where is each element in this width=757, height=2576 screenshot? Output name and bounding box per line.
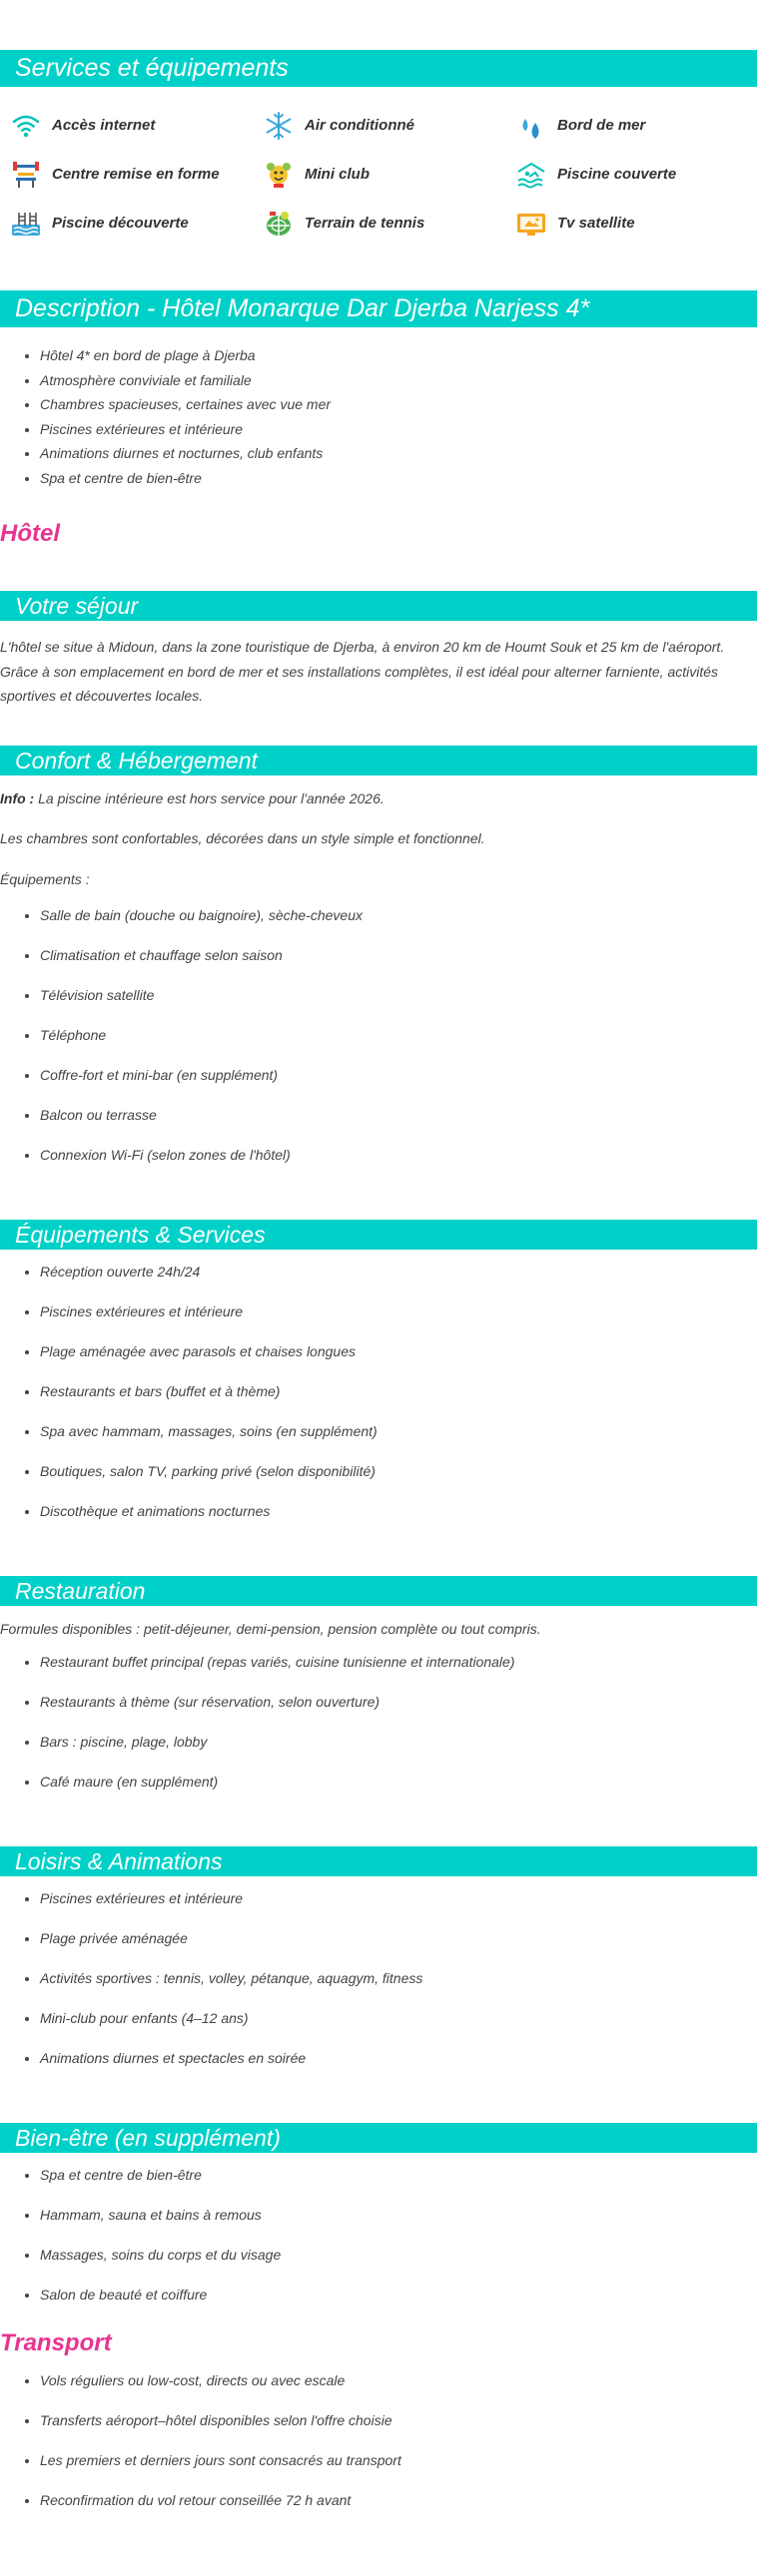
list-item: • Activités sportives : tennis, volley, pétanque, aquagym, fitness (40, 1958, 757, 1998)
restauration-list (0, 1642, 757, 1802)
restauration-title: Restauration (0, 1576, 757, 1606)
list-item: • Reconfirmation du vol retour conseillée 72 h avant (40, 2480, 757, 2520)
amenity-item (10, 150, 263, 199)
list-item: • Spa et centre de bien-être (40, 2155, 757, 2195)
amenity-item (515, 150, 757, 199)
amenity-label: Tv satellite (557, 215, 635, 232)
amenity-item (515, 101, 757, 150)
amenities-grid (0, 101, 757, 248)
list-item: • Bars : piscine, plage, lobby (40, 1722, 757, 1762)
list-item: • Vols réguliers ou low-cost, directs ou avec escale (40, 2360, 757, 2400)
transport-list (0, 2360, 757, 2520)
amenity-label: Mini club (305, 166, 370, 183)
sejour-title: Votre séjour (0, 591, 757, 621)
list-item: • Piscines extérieures et intérieure (40, 417, 757, 442)
list-item: • Animations diurnes et spectacles en soirée (40, 2038, 757, 2078)
confort-title: Confort & Hébergement (0, 746, 757, 775)
list-item: • Piscines extérieures et intérieure (40, 1291, 757, 1331)
list-item: • Réception ouverte 24h/24 (40, 1252, 757, 1291)
amenity-label: Centre remise en forme (52, 166, 220, 183)
amenity-label: Bord de mer (557, 117, 646, 134)
description-title: Description - Hôtel Monarque Dar Djerba Narjess 4* (0, 290, 757, 327)
tennis-icon (263, 208, 295, 240)
snowflake-icon (263, 110, 295, 142)
list-item: • Boutiques, salon TV, parking privé (selon disponibilité) (40, 1451, 757, 1491)
list-item: • Discothèque et animations nocturnes (40, 1491, 757, 1531)
list-item: • Climatisation et chauffage selon saison (40, 935, 757, 975)
amenity-label: Piscine couverte (557, 166, 677, 183)
list-item: • Café maure (en supplément) (40, 1762, 757, 1802)
list-item: • Plage aménagée avec parasols et chaises longues (40, 1331, 757, 1371)
list-item: • Salle de bain (douche ou baignoire), sèche-cheveux (40, 895, 757, 935)
amenity-item (263, 101, 515, 150)
water-drops-icon (515, 110, 547, 142)
list-item: • Téléphone (40, 1015, 757, 1055)
list-item: • Hammam, sauna et bains à remous (40, 2195, 757, 2235)
hotel-heading: Hôtel (0, 520, 60, 547)
loisirs-title: Loisirs & Animations (0, 1846, 757, 1876)
list-item: • Mini-club pour enfants (4–12 ans) (40, 1998, 757, 2038)
list-item: • Massages, soins du corps et du visage (40, 2235, 757, 2275)
info-label: Info : (0, 789, 35, 806)
description-list (0, 343, 757, 490)
list-item: • Connexion Wi-Fi (selon zones de l'hôtel) (40, 1135, 757, 1175)
list-item: • Balcon ou terrasse (40, 1095, 757, 1135)
amenity-item (515, 199, 757, 248)
list-item: • Spa avec hammam, massages, soins (en supplément) (40, 1411, 757, 1451)
amenity-item (263, 199, 515, 248)
list-item: • Plage privée aménagée (40, 1918, 757, 1958)
equipements-title: Équipements & Services (0, 1220, 757, 1250)
list-item: • Restaurants à thème (sur réservation, selon ouverture) (40, 1682, 757, 1722)
loisirs-list (0, 1878, 757, 2078)
bienetre-title: Bien-être (en supplément) (0, 2123, 757, 2153)
transport-title: Transport (0, 2328, 112, 2356)
equipements-list (0, 1252, 757, 1531)
list-item: • Spa et centre de bien-être (40, 466, 757, 491)
amenity-item (263, 150, 515, 199)
wifi-icon (10, 110, 42, 142)
list-item: • Restaurant buffet principal (repas variés, cuisine tunisienne et internationale) (40, 1642, 757, 1682)
amenity-label: Terrain de tennis (305, 215, 425, 232)
amenity-label: Piscine découverte (52, 215, 189, 232)
confort-intro: Les chambres sont confortables, décorées dans un style simple et fonctionnel. (0, 830, 485, 846)
list-item: • Coffre-fort et mini-bar (en supplément) (40, 1055, 757, 1095)
confort-equip-label: Équipements : (0, 870, 90, 887)
info-text: La piscine intérieure est hors service pour l'année 2026. (34, 789, 384, 806)
list-item: • Télévision satellite (40, 975, 757, 1015)
list-item: • Salon de beauté et coiffure (40, 2275, 757, 2315)
list-item: • Les premiers et derniers jours sont consacrés au transport (40, 2440, 757, 2480)
amenity-item (10, 101, 263, 150)
fitness-icon (10, 159, 42, 191)
list-item: • Piscines extérieures et intérieure (40, 1878, 757, 1918)
list-item: • Hôtel 4* en bord de plage à Djerba (40, 343, 757, 368)
outdoor-pool-icon (10, 208, 42, 240)
sejour-text: L'hôtel se situe à Midoun, dans la zone touristique de Djerba, à environ 20 km de Houmt Souk et 25 km de l'aéroport. Grâce à son emplacement en bord de mer et ses installations complètes, il est idéal pour alterner farniente, activités sportives et découvertes locales. (0, 639, 725, 704)
amenity-item (10, 199, 263, 248)
services-title: Services et équipements (0, 50, 757, 87)
confort-list (0, 895, 757, 1175)
list-item: • Animations diurnes et nocturnes, club enfants (40, 441, 757, 466)
list-item: • Restaurants et bars (buffet et à thème) (40, 1371, 757, 1411)
list-item: • Transferts aéroport–hôtel disponibles selon l'offre choisie (40, 2400, 757, 2440)
list-item: • Chambres spacieuses, certaines avec vue mer (40, 392, 757, 417)
amenity-label: Air conditionné (305, 117, 414, 134)
indoor-pool-icon (515, 159, 547, 191)
tv-icon (515, 208, 547, 240)
restauration-intro: Formules disponibles : petit-déjeuner, demi-pension, pension complète ou tout compris. (0, 1621, 541, 1637)
bienetre-list (0, 2155, 757, 2315)
list-item: • Atmosphère conviviale et familiale (40, 368, 757, 393)
mini-club-icon (263, 159, 295, 191)
amenity-label: Accès internet (52, 117, 156, 134)
confort-info (0, 786, 757, 811)
